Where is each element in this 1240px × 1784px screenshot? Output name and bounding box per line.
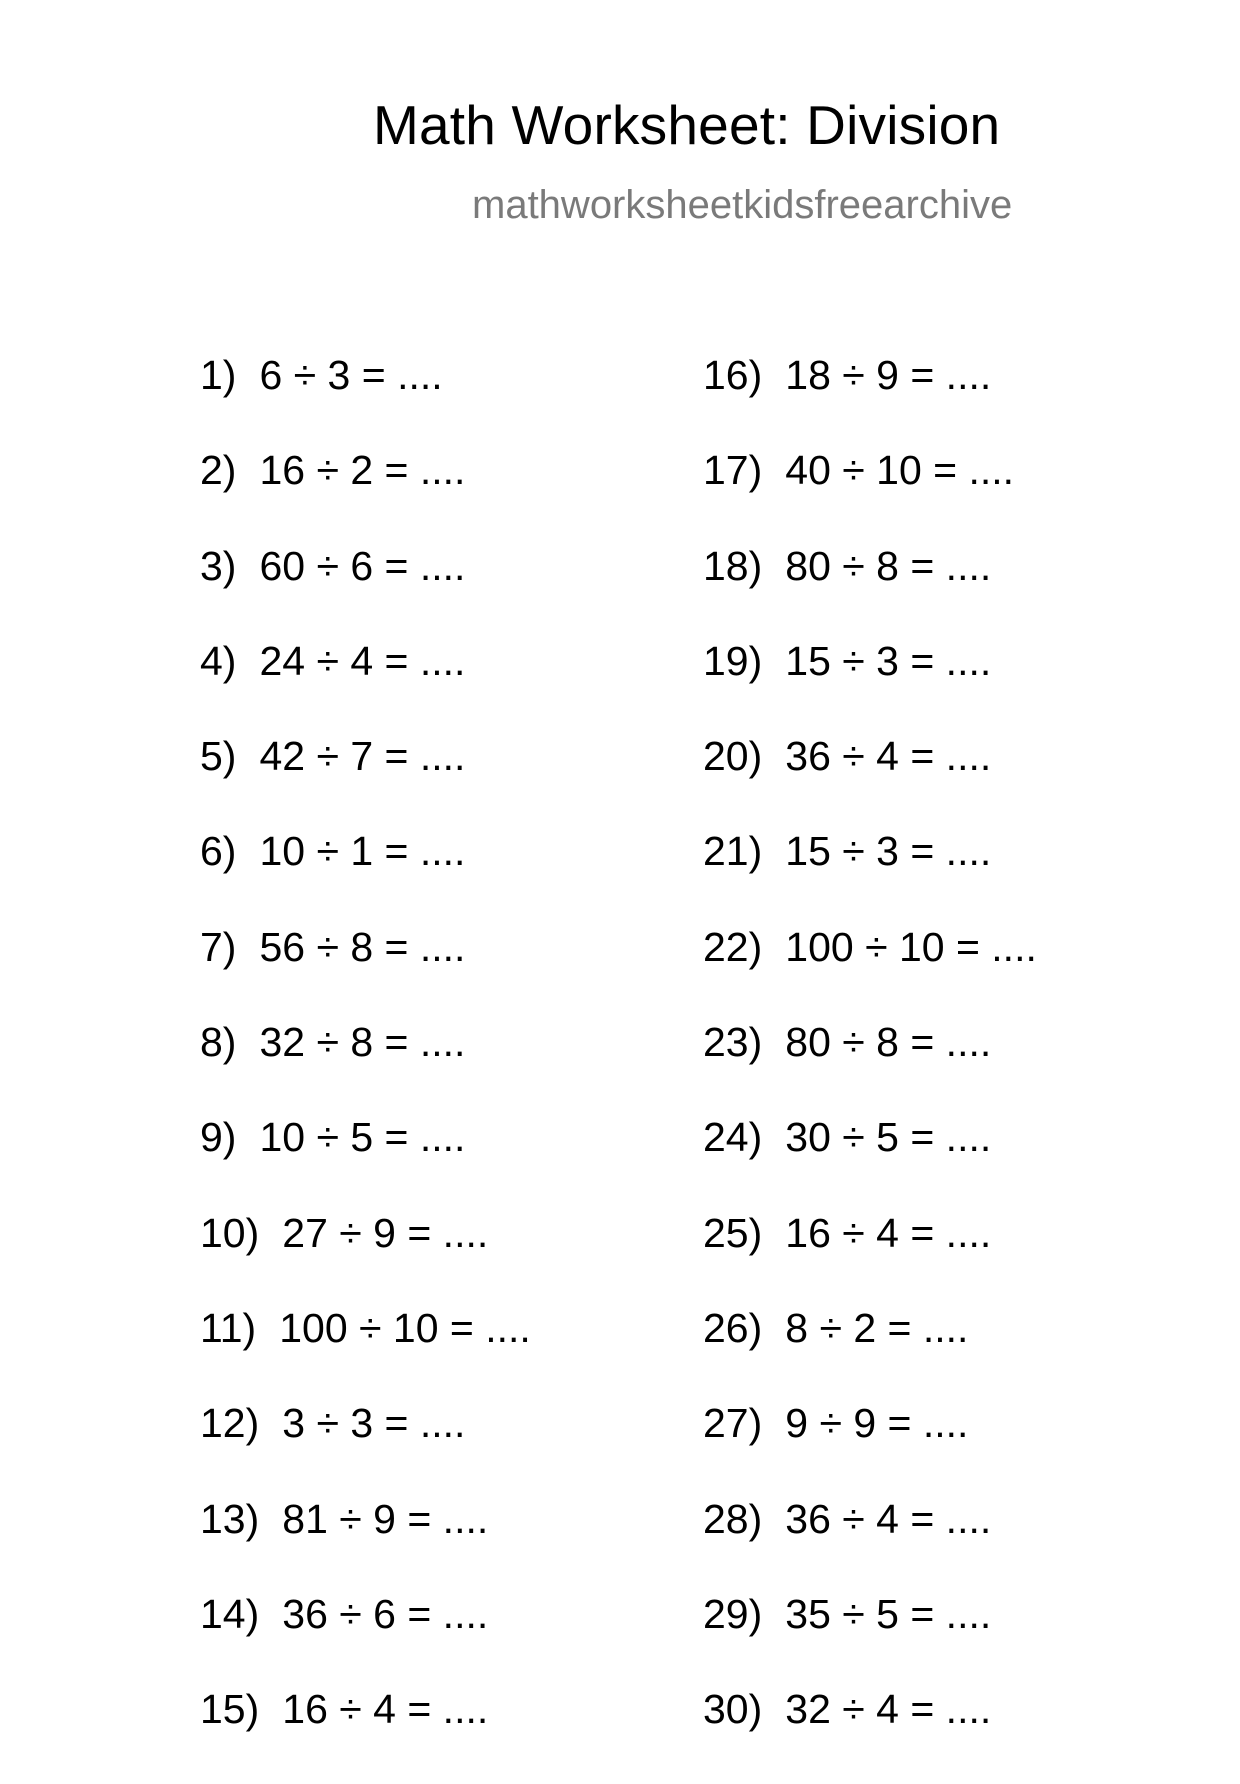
problem-expression: 32 ÷ 4 = ....	[785, 1686, 992, 1733]
problem-row	[200, 1590, 531, 1689]
problem-number: 5)	[200, 733, 237, 780]
problems-right-column	[703, 352, 1037, 1784]
problem-number: 15)	[200, 1686, 260, 1733]
problem-number: 27)	[703, 1400, 763, 1447]
problem-number: 24)	[703, 1114, 763, 1161]
problem-number: 21)	[703, 828, 763, 875]
problem-number: 10)	[200, 1209, 260, 1256]
problem-row	[703, 447, 1037, 545]
problem-expression: 60 ÷ 6 = ....	[259, 542, 466, 589]
problem-expression: 10 ÷ 5 = ....	[259, 1114, 466, 1161]
problem-expression: 42 ÷ 7 = ....	[259, 733, 466, 780]
problem-number: 16)	[703, 352, 763, 398]
problem-row	[703, 352, 1037, 450]
problem-row	[703, 1209, 1037, 1308]
problem-expression: 16 ÷ 2 = ....	[259, 447, 466, 494]
problem-expression: 36 ÷ 4 = ....	[785, 733, 992, 780]
problem-row	[703, 1400, 1037, 1498]
problem-row	[703, 1590, 1037, 1689]
problem-expression: 15 ÷ 3 = ....	[785, 637, 992, 684]
problem-number: 17)	[703, 447, 763, 494]
problem-row	[703, 1019, 1037, 1117]
problem-number: 11)	[200, 1304, 257, 1351]
problem-expression: 30 ÷ 5 = ....	[785, 1114, 992, 1161]
problem-number: 1)	[200, 352, 237, 398]
problem-number: 30)	[703, 1686, 763, 1733]
problem-row	[703, 637, 1037, 736]
problem-row	[200, 733, 531, 831]
problem-row	[200, 542, 531, 641]
problem-number: 9)	[200, 1114, 237, 1161]
problem-row	[200, 352, 531, 450]
problem-expression: 81 ÷ 9 = ....	[282, 1495, 489, 1542]
problem-expression: 16 ÷ 4 = ....	[282, 1686, 489, 1733]
problem-expression: 10 ÷ 1 = ....	[259, 828, 466, 875]
problem-expression: 18 ÷ 9 = ....	[785, 352, 992, 398]
problem-expression: 36 ÷ 4 = ....	[785, 1495, 992, 1542]
problem-number: 8)	[200, 1019, 237, 1066]
problem-row	[703, 1495, 1037, 1594]
page-subtitle: mathworksheetkidsfreearchive	[472, 183, 1013, 227]
problem-number: 13)	[200, 1495, 260, 1542]
problem-row	[200, 1019, 531, 1117]
problem-expression: 35 ÷ 5 = ....	[785, 1590, 992, 1637]
problem-number: 18)	[703, 542, 763, 589]
problem-number: 6)	[200, 828, 237, 875]
problem-row	[703, 828, 1037, 926]
problem-number: 20)	[703, 733, 763, 780]
problem-row	[200, 637, 531, 736]
problem-number: 4)	[200, 637, 237, 684]
problem-number: 22)	[703, 923, 763, 970]
problem-expression: 3 ÷ 3 = ....	[282, 1400, 466, 1447]
problem-number: 29)	[703, 1590, 763, 1637]
problems-left-column	[200, 352, 531, 1784]
problem-row	[200, 1304, 531, 1403]
page-title: Math Worksheet: Division	[373, 94, 1001, 156]
problem-row	[703, 1304, 1037, 1403]
problem-expression: 27 ÷ 9 = ....	[282, 1209, 489, 1256]
problem-number: 19)	[703, 637, 763, 684]
problem-row	[200, 1114, 531, 1212]
problem-number: 2)	[200, 447, 237, 494]
problem-expression: 16 ÷ 4 = ....	[785, 1209, 992, 1256]
problem-row	[703, 733, 1037, 831]
problem-row	[703, 1686, 1037, 1784]
problem-number: 25)	[703, 1209, 763, 1256]
problem-expression: 40 ÷ 10 = ....	[785, 447, 1015, 494]
problem-row	[200, 923, 531, 1022]
problem-expression: 8 ÷ 2 = ....	[785, 1304, 969, 1351]
problem-row	[200, 828, 531, 926]
problem-expression: 80 ÷ 8 = ....	[785, 1019, 992, 1066]
problem-row	[200, 1495, 531, 1594]
problem-number: 3)	[200, 542, 237, 589]
problem-expression: 100 ÷ 10 = ....	[785, 923, 1037, 970]
problem-expression: 6 ÷ 3 = ....	[259, 352, 443, 398]
problem-expression: 32 ÷ 8 = ....	[259, 1019, 466, 1066]
problem-number: 14)	[200, 1590, 260, 1637]
problem-number: 23)	[703, 1019, 763, 1066]
problem-number: 7)	[200, 923, 237, 970]
problem-expression: 15 ÷ 3 = ....	[785, 828, 992, 875]
problem-row	[703, 923, 1037, 1022]
problem-expression: 80 ÷ 8 = ....	[785, 542, 992, 589]
problem-expression: 9 ÷ 9 = ....	[785, 1400, 969, 1447]
problem-expression: 56 ÷ 8 = ....	[259, 923, 466, 970]
problem-expression: 24 ÷ 4 = ....	[259, 637, 466, 684]
problem-expression: 36 ÷ 6 = ....	[282, 1590, 489, 1637]
problem-row	[703, 1114, 1037, 1212]
problem-row	[200, 1209, 531, 1308]
problem-number: 26)	[703, 1304, 763, 1351]
problem-expression: 100 ÷ 10 = ....	[279, 1304, 531, 1351]
problem-row	[200, 447, 531, 545]
problem-row	[703, 542, 1037, 641]
problem-number: 28)	[703, 1495, 763, 1542]
problem-row	[200, 1400, 531, 1498]
problem-number: 12)	[200, 1400, 260, 1447]
problem-row	[200, 1686, 531, 1784]
